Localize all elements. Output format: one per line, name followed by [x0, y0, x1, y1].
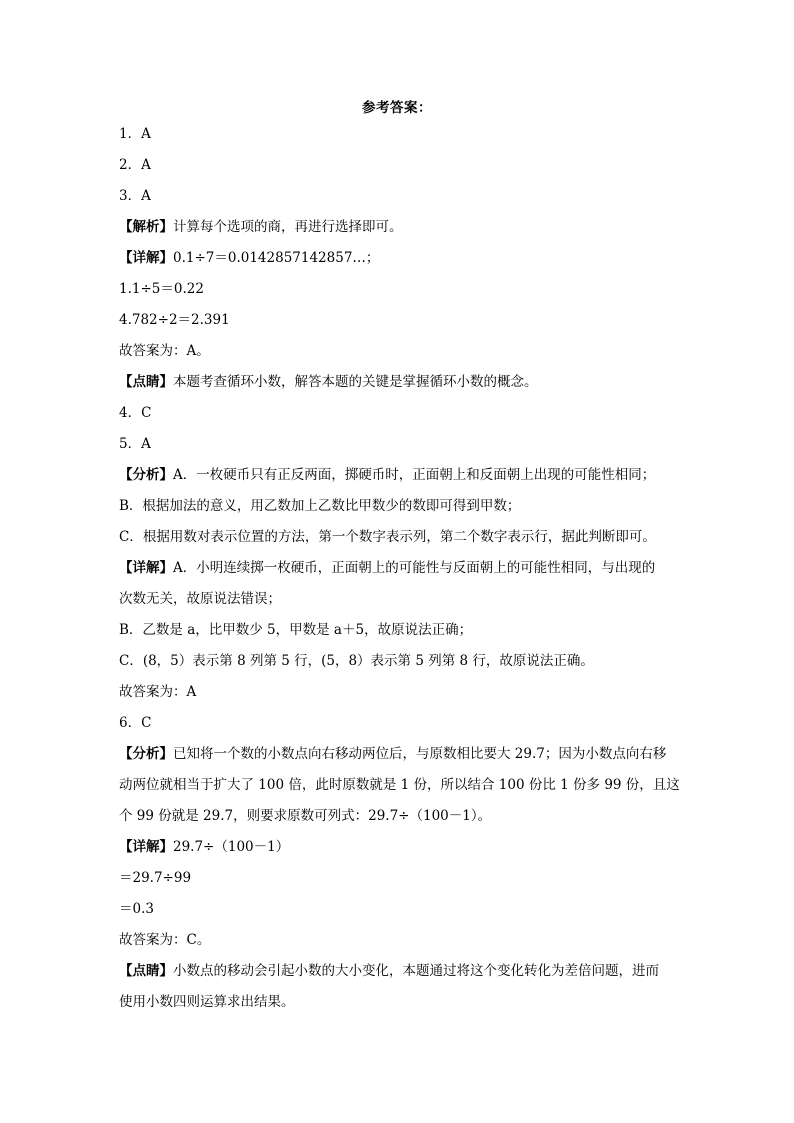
- line-text: ＝0.3: [119, 901, 154, 917]
- section-tag: 【分析】: [119, 746, 173, 762]
- detail-line: [119, 620, 679, 640]
- section-tag: 【详解】: [119, 839, 173, 855]
- line-text: B．根据加法的意义，用乙数加上乙数比甲数少的数即可得到甲数；: [119, 498, 521, 514]
- detail-line: [119, 248, 679, 268]
- analysis-line: [119, 744, 679, 764]
- line-text: 3．A: [119, 188, 151, 204]
- line-text: C．(8，5）表示第 8 列第 5 行，(5，8）表示第 5 列第 8 行，故原说法正确。: [119, 653, 594, 669]
- line-text: 6．C: [119, 715, 152, 731]
- analysis-line: [119, 217, 679, 237]
- line-text: A．一枚硬币只有正反两面，掷硬币时，正面朝上和反面朝上出现的可能性相同；: [173, 467, 656, 483]
- analysis-line: [119, 527, 679, 547]
- page-title: 参考答案：: [362, 100, 432, 116]
- calc-line: [119, 868, 679, 888]
- calc-line: [119, 899, 679, 919]
- comment-line: [119, 372, 679, 392]
- section-tag: 【详解】: [119, 560, 173, 576]
- section-tag: 【点睛】: [119, 963, 173, 979]
- line-text: 次数无关，故原说法错误；: [119, 591, 281, 607]
- line-text: B．乙数是 a，比甲数少 5，甲数是 a＋5，故原说法正确；: [119, 622, 473, 638]
- line-text: 0.1÷7＝0.0142857142857…；: [173, 250, 380, 266]
- detail-line: [119, 558, 679, 578]
- calc-line: [119, 279, 679, 299]
- detail-line: [119, 651, 679, 671]
- section-tag: 【解析】: [119, 219, 173, 235]
- line-text: ＝29.7÷99: [119, 870, 192, 886]
- comment-line: [119, 961, 679, 981]
- line-text: 1.1÷5＝0.22: [119, 281, 204, 297]
- conclusion-line: [119, 341, 679, 361]
- line-text: 小数点的移动会引起小数的大小变化，本题通过将这个变化转化为差倍问题，进而: [173, 963, 659, 979]
- conclusion-line: [119, 930, 679, 950]
- answer-line-2: [119, 155, 679, 175]
- answer-line-1: [119, 124, 679, 144]
- detail-line: [119, 837, 679, 857]
- line-text: 故答案为：C。: [119, 932, 211, 948]
- line-text: 5．A: [119, 436, 151, 452]
- line-text: 计算每个选项的商，再进行选择即可。: [173, 219, 403, 235]
- detail-line: [119, 589, 679, 609]
- line-text: 动两位就相当于扩大了 100 倍，此时原数就是 1 份，所以结合 100 份比 1 份多 99 份，且这: [119, 777, 680, 793]
- line-text: 已知将一个数的小数点向右移动两位后，与原数相比要大 29.7；因为小数点向右移: [173, 746, 667, 762]
- answer-line-4: [119, 403, 679, 423]
- conclusion-line: [119, 682, 679, 702]
- answer-line-5: [119, 434, 679, 454]
- section-tag: 【点睛】: [119, 374, 173, 390]
- line-text: 使用小数四则运算求出结果。: [119, 994, 295, 1010]
- analysis-line: [119, 806, 679, 826]
- line-text: C．根据用数对表示位置的方法，第一个数字表示列，第二个数字表示行，据此判断即可。: [119, 529, 656, 545]
- line-text: 故答案为：A。: [119, 343, 210, 359]
- answer-line-6: [119, 713, 679, 733]
- analysis-line: [119, 496, 679, 516]
- analysis-line: [119, 465, 679, 485]
- line-text: 29.7÷（100－1）: [173, 839, 290, 855]
- line-text: 本题考查循环小数，解答本题的关键是掌握循环小数的概念。: [173, 374, 538, 390]
- answer-line-3: [119, 186, 679, 206]
- line-text: 2．A: [119, 157, 151, 173]
- line-text: 4.782÷2＝2.391: [119, 312, 230, 328]
- line-text: 故答案为：A: [119, 684, 197, 700]
- line-text: 4．C: [119, 405, 152, 421]
- section-tag: 【分析】: [119, 467, 173, 483]
- line-text: 1．A: [119, 126, 151, 142]
- analysis-line: [119, 775, 679, 795]
- line-text: 个 99 份就是 29.7，则要求原数可列式：29.7÷（100－1）。: [119, 808, 492, 824]
- section-tag: 【详解】: [119, 250, 173, 266]
- calc-line: [119, 310, 679, 330]
- line-text: A．小明连续掷一枚硬币，正面朝上的可能性与反面朝上的可能性相同，与出现的: [173, 560, 656, 576]
- comment-line: [119, 992, 679, 1012]
